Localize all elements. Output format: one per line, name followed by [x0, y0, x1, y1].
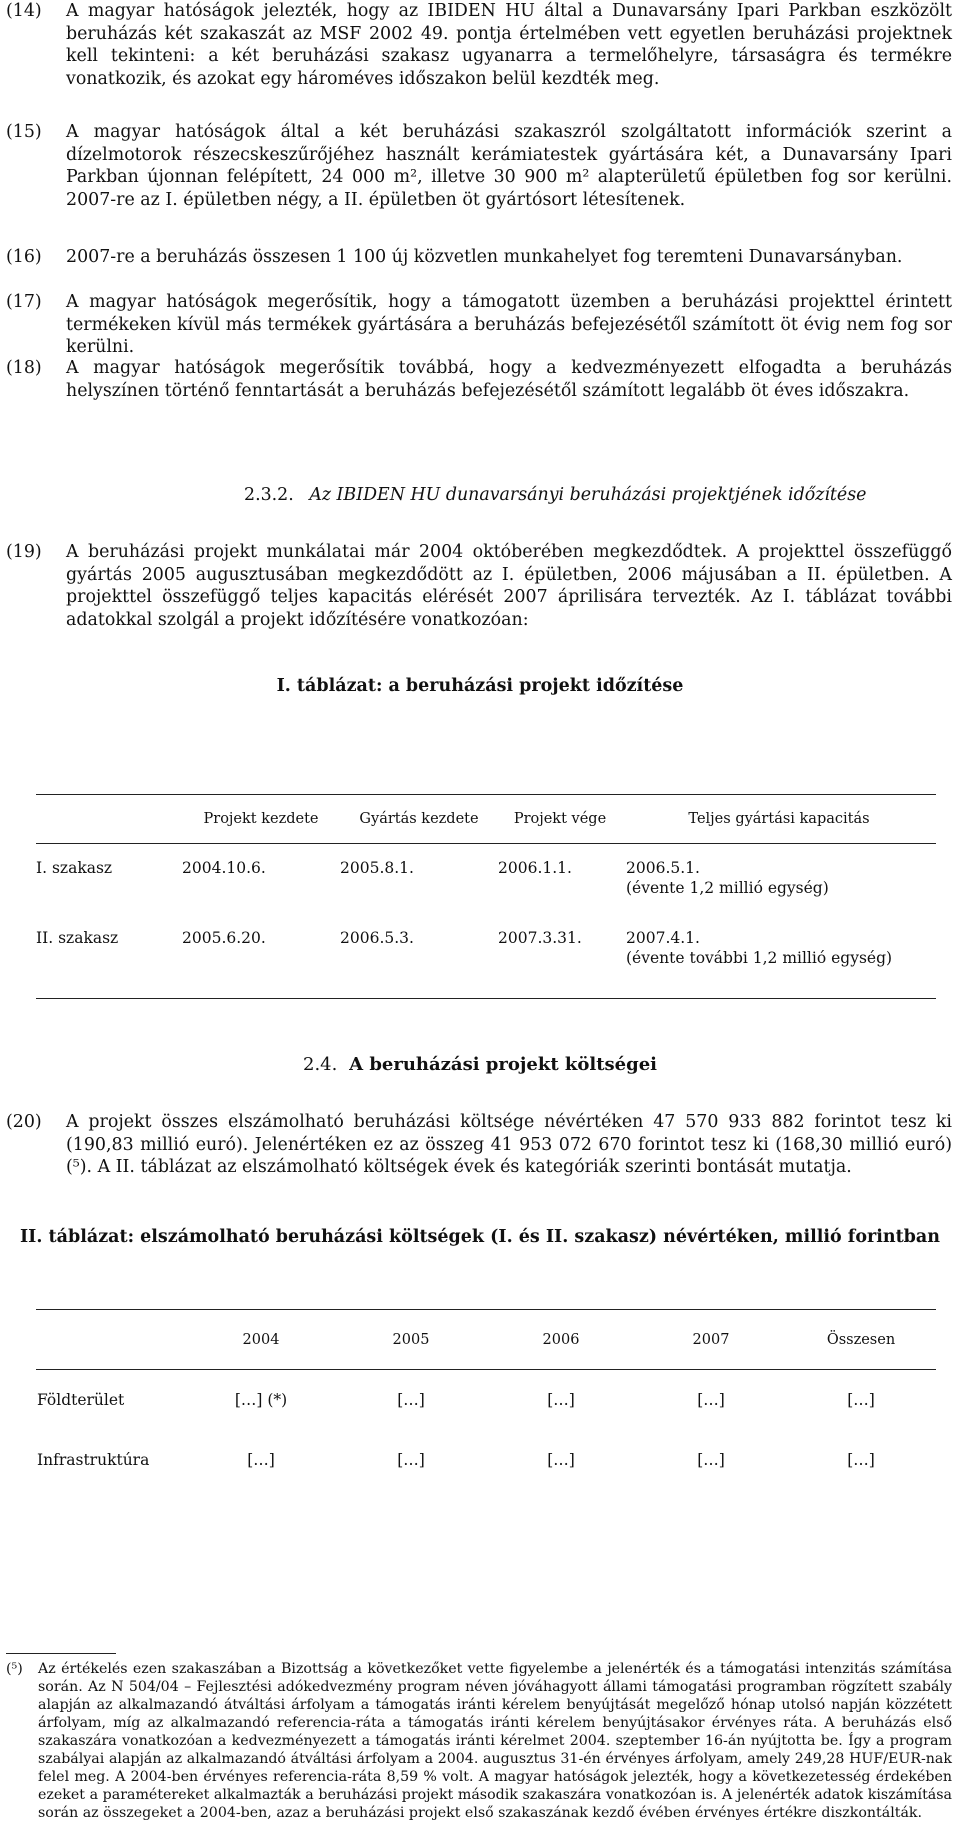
header-cell: Teljes gyártási kapacitás [622, 795, 936, 844]
table-cell: […] [397, 1451, 425, 1469]
header-cell: Projekt vége [498, 795, 622, 844]
table-cell: 2004.10.6. [182, 859, 266, 877]
row-label: I. szakasz [36, 859, 113, 877]
paragraph-number: (16) [6, 247, 42, 267]
table-1-title: I. táblázat: a beruházási projekt időzítése [276, 676, 684, 696]
table-cell [622, 914, 936, 999]
section-heading-2-4 [0, 1054, 960, 1076]
timing-table [36, 794, 936, 999]
paragraph-text: A beruházási projekt munkálatai már 2004 októberében megkezdődtek. A projekttel összefüggő gyártás 2005 augusztusában megkezdődött az I. épületben, 2006 májusában a II. épületben. A projekttel összefüggő teljes kapacitás elérését 2007 áprilisára tervezték. Az I. táblázat további adatokkal szolgál a projekt időzítésére vonatkozóan: [66, 542, 952, 630]
paragraph-text: 2007-re a beruházás összesen 1 100 új közvetlen munkahelyet fog teremteni Dunavarsányban. [66, 247, 903, 267]
header-cell: 2006 [486, 1310, 636, 1370]
capacity-date: 2006.5.1. [626, 859, 700, 877]
table-cell: 2006.5.3. [340, 914, 498, 999]
table-cell: […] (*) [234, 1391, 288, 1409]
header-cell [36, 795, 182, 844]
paragraph-18 [6, 357, 952, 402]
capacity-date: 2007.4.1. [626, 929, 700, 947]
table-row [36, 1430, 936, 1490]
header-cell: Projekt kezdete [182, 795, 340, 844]
table-cell: […] [397, 1391, 425, 1409]
paragraph-text: A magyar hatóságok megerősítik továbbá, hogy a kedvezményezett elfogadta a beruházás helyszínen történő fenntartását a beruházás befejezésétől számított legalább öt éves időszakra. [66, 358, 952, 401]
table-row [36, 1370, 936, 1431]
table-header-row [36, 1310, 936, 1370]
paragraph-20 [6, 1111, 952, 1179]
paragraph-17 [6, 291, 952, 359]
table-cell: […] [697, 1451, 725, 1469]
table-cell: […] [697, 1391, 725, 1409]
footnote-5 [6, 1660, 952, 1822]
capacity-note: (évente 1,2 millió egység) [626, 879, 829, 897]
paragraph-19 [6, 541, 952, 631]
section-number: 2.3.2. [244, 485, 294, 505]
section-title: A beruházási projekt költségei [349, 1054, 657, 1075]
capacity-note: (évente további 1,2 millió egység) [626, 949, 893, 967]
paragraph-number: (20) [6, 1112, 42, 1132]
paragraph-text: A magyar hatóságok jelezték, hogy az IBIDEN HU által a Dunavarsány Ipari Parkban eszközölt beruházás két szakaszát az MSF 2002 49. pontja értelmében vett egyetlen beruházási projektnek kell tekinteni: a két beruházási szakasz ugyanarra a termelőhelyre, társaságra és termékre vonatkozik, és azokat egy hároméves időszakon belül kezdték meg. [66, 1, 952, 89]
paragraph-number: (15) [6, 122, 42, 142]
paragraph-number: (14) [6, 1, 42, 21]
paragraph-number: (18) [6, 358, 42, 378]
table-2-title: II. táblázat: elszámolható beruházási költségek (I. és II. szakasz) névértéken, millió forintban [20, 1227, 940, 1247]
table-header-row [36, 795, 936, 844]
table-cell: 2005.8.1. [340, 859, 414, 877]
footnote-text: Az értékelés ezen szakaszában a Bizottság a következőket vette figyelembe a jelenérték és a támogatási intenzitás számítása során. Az N 504/04 – Fejlesztési adókedvezmény program néven jóváhagyott állami támogatási programban rögzített szabály alapján az alkalmazandó átváltási árfolyam a támogatás iránti kérelem benyújtását megelőző hónap utolsó napján közzétett árfolyam, míg az alkalmazandó referencia-ráta a támogatás iránti kérelem benyújtásakor érvényes ráta. A beruházás első szakaszára vonatkozóan a kedvezményezett a támogatás iránti kérelmet 2004. szeptember 16-án nyújtotta be. Így a program szabályai alapján az alkalmazandó átváltási árfolyam a 2004. augusztus 31-én érvényes árfolyam, amely 249,28 HUF/EUR-nak felel meg. A 2004-ben érvényes referencia-ráta 8,59 % volt. A magyar hatóságok jelezték, hogy a következetesség érdekében ezeket a paramétereket alkalmazták a beruházási projekt második szakaszára vonatkozóan is. A jelenérték adatok kiszámítása során az összegeket a 2004-ben, azaz a beruházási projekt első szakaszának kezdő évében érvényes értékre diszkontálták. [38, 1661, 952, 1821]
table-cell: […] [847, 1391, 875, 1409]
section-number: 2.4. [303, 1054, 338, 1075]
table-row [36, 914, 936, 999]
table-cell: […] [547, 1391, 575, 1409]
table-cell: […] [847, 1451, 875, 1469]
header-cell: 2005 [336, 1310, 486, 1370]
footnote-divider [6, 1653, 116, 1654]
paragraph-15 [6, 121, 952, 211]
row-label: Infrastruktúra [37, 1451, 150, 1469]
paragraph-text: A magyar hatóságok megerősítik, hogy a támogatott üzemben a beruházási projekttel érintett termékeken kívül más termékek gyártására a beruházás befejezésétől számított öt évig nem fog sor kerülni. [66, 292, 952, 357]
paragraph-number: (17) [6, 292, 42, 312]
paragraph-14 [6, 0, 952, 90]
section-title: Az IBIDEN HU dunavarsányi beruházási projektjének időzítése [309, 485, 867, 505]
header-cell: Összesen [786, 1310, 936, 1370]
table-cell: 2007.3.31. [498, 914, 622, 999]
paragraph-number: (19) [6, 542, 42, 562]
table-cell: […] [247, 1451, 275, 1469]
header-cell [36, 1310, 186, 1370]
footnote-number: (⁵) [6, 1661, 23, 1677]
table-cell: […] [547, 1451, 575, 1469]
table-row [36, 844, 936, 915]
paragraph-text: A projekt összes elszámolható beruházási költsége névértéken 47 570 933 882 forintot tesz ki (190,83 millió euró). Jelenértéken ez az összeg 41 953 072 670 forintot tesz ki (168,30 millió euró) (⁵). A II. táblázat az elszámolható költségek évek és kategóriák szerinti bontását mutatja. [66, 1112, 952, 1177]
header-cell: 2004 [186, 1310, 336, 1370]
row-label: Földterület [37, 1391, 125, 1409]
cost-table [36, 1309, 936, 1490]
table-cell: 2005.6.20. [182, 914, 340, 999]
header-cell: Gyártás kezdete [340, 795, 498, 844]
row-label: II. szakasz [36, 914, 182, 999]
table-cell: 2006.1.1. [498, 859, 572, 877]
paragraph-16 [6, 246, 952, 269]
paragraph-text: A magyar hatóságok által a két beruházási szakaszról szolgáltatott információk szerint a dízelmotorok részecskeszűrőjéhez használt kerámiatestek gyártására két, a Dunavarsány Ipari Parkban újonnan felépített, 24 000 m², illetve 30 900 m² alapterületű épületben fog sor kerülni. 2007-re az I. épületben négy, a II. épületben öt gyártósort létesítenek. [66, 122, 952, 210]
table-cell [622, 844, 936, 915]
section-heading-2-3-2 [244, 484, 866, 506]
header-cell: 2007 [636, 1310, 786, 1370]
